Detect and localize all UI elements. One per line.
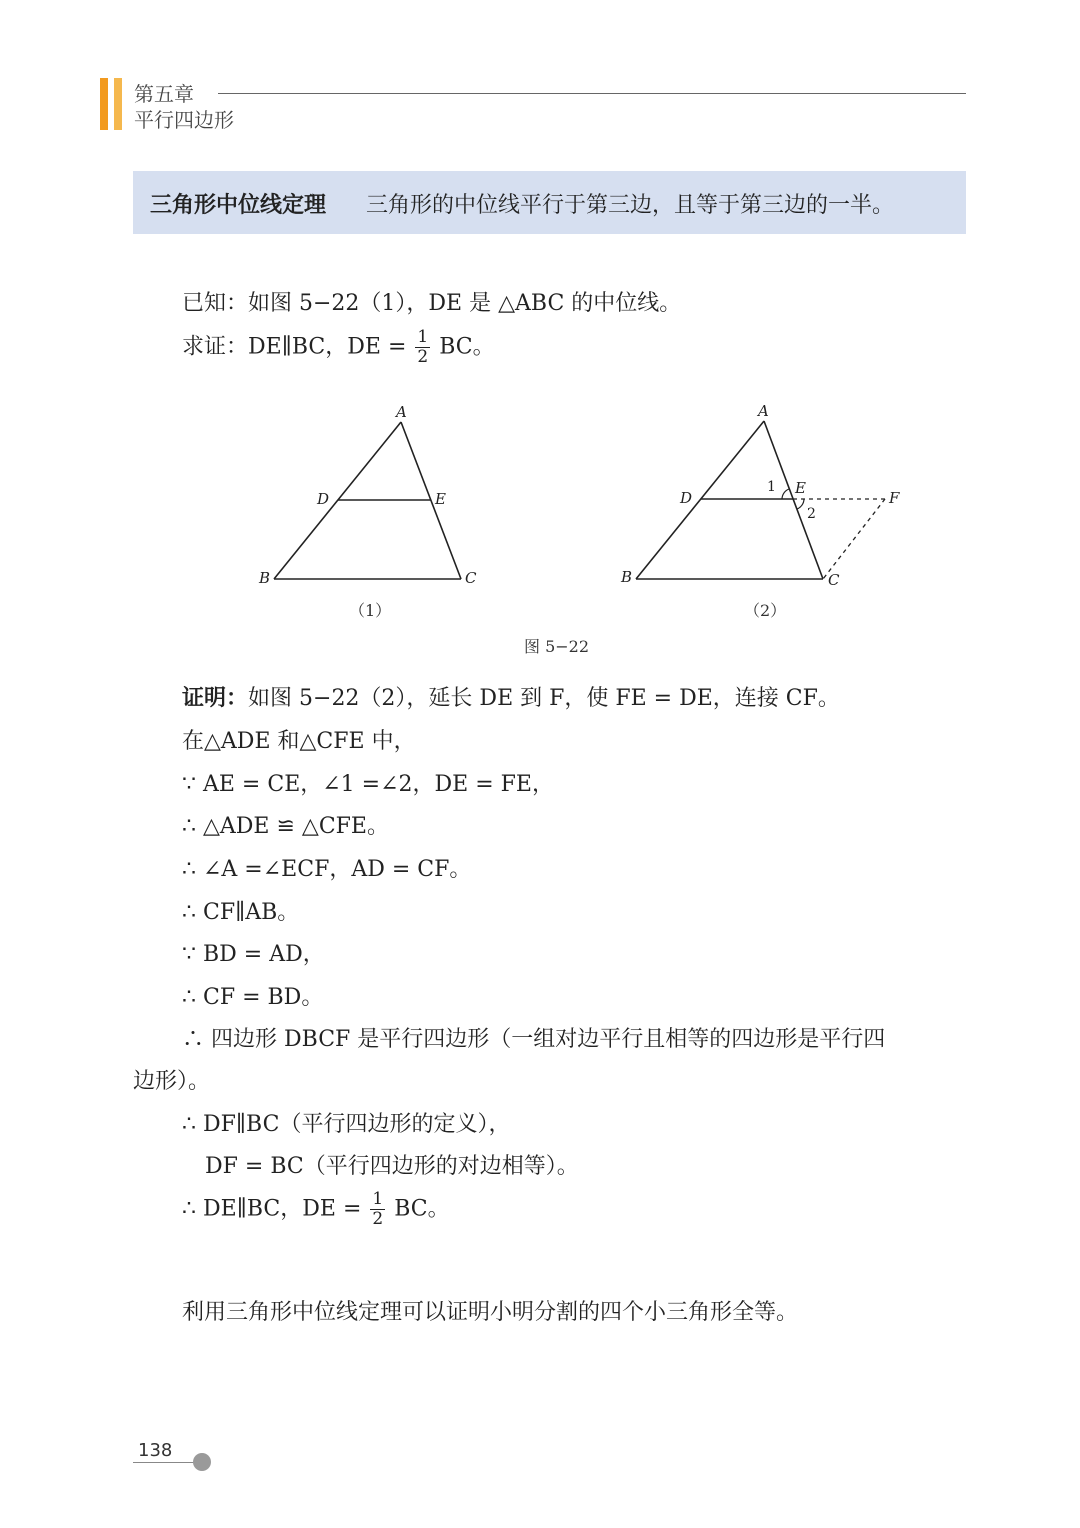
- label-b-1: B: [259, 569, 271, 587]
- proof-line-12: DF = BC（平行四边形的对边相等）。: [205, 1154, 579, 1179]
- page-number-dot: [193, 1453, 211, 1471]
- label-a-2: A: [758, 402, 769, 420]
- proof-line-6: ∴ CF∥AB。: [182, 900, 300, 925]
- fraction-numerator: 1: [417, 327, 429, 347]
- proof-line-9: ∴ 四边形 DBCF 是平行四边形（一组对边平行且相等的四边形是平行四: [182, 1027, 886, 1052]
- label-b-2: B: [621, 568, 633, 586]
- label-e-1: E: [435, 490, 446, 508]
- fraction-denominator: 2: [417, 347, 429, 367]
- label-c-1: C: [465, 569, 477, 587]
- triangle-figure-2: [620, 402, 900, 589]
- proof-line-2: 在△ADE 和△CFE 中，: [182, 729, 416, 754]
- proof-line-1-text: 如图 5−22（2），延长 DE 到 F，使 FE = DE，连接 CF。: [248, 686, 840, 711]
- prove-prefix: 求证：DE∥BC，DE =: [182, 334, 407, 360]
- angle-1-label: 1: [767, 479, 776, 495]
- proof-line-5: ∴ ∠A =∠ECF，AD = CF。: [182, 857, 472, 882]
- theorem-text: 三角形的中位线平行于第三边，且等于第三边的一半。: [366, 193, 895, 218]
- triangle-figure-1: [258, 403, 477, 587]
- label-c-2: C: [828, 571, 840, 589]
- proof-line-3: ∵ AE = CE，∠1 =∠2，DE = FE，: [182, 772, 554, 797]
- chapter-number: 第五章: [134, 82, 194, 106]
- proof-fraction-denominator: 2: [372, 1209, 384, 1229]
- proof-line-13: [182, 1190, 450, 1229]
- label-d-1: D: [317, 490, 330, 508]
- proof-line-4: ∴ △ADE ≌ △CFE。: [182, 814, 389, 839]
- prove-suffix: BC。: [439, 334, 495, 360]
- proof-fraction-numerator: 1: [372, 1189, 384, 1209]
- figure-caption: 图 5−22: [524, 637, 590, 656]
- page-number-rule: [133, 1462, 195, 1463]
- theorem-name: 三角形中位线定理: [150, 193, 327, 218]
- proof-line-11: ∴ DF∥BC（平行四边形的定义），: [182, 1112, 511, 1137]
- figure-sub-caption-1: （1）: [349, 601, 392, 620]
- proof-line-13-prefix: ∴ DE∥BC，DE =: [182, 1196, 362, 1222]
- proof-label: 证明：: [182, 686, 249, 711]
- page-number: 138: [138, 1440, 173, 1461]
- closing-remark: 利用三角形中位线定理可以证明小明分割的四个小三角形全等。: [182, 1300, 799, 1325]
- proof-line-13-suffix: BC。: [394, 1196, 450, 1222]
- chapter-title: 平行四边形: [134, 108, 234, 132]
- figure-5-22: [0, 0, 1080, 680]
- angle-2-label: 2: [807, 506, 816, 522]
- proof-line-7: ∵ BD = AD，: [182, 942, 325, 967]
- given-statement: 已知：如图 5−22（1），DE 是 △ABC 的中位线。: [182, 291, 682, 316]
- label-f-2: F: [889, 489, 900, 507]
- label-d-2: D: [680, 489, 693, 507]
- label-a-1: A: [396, 403, 407, 421]
- label-e-2: E: [795, 479, 806, 497]
- proof-fraction-half: [370, 1190, 385, 1229]
- proof-line-10: 边形）。: [133, 1069, 211, 1094]
- proof-line-1: [182, 681, 840, 712]
- proof-line-8: ∴ CF = BD。: [182, 985, 324, 1010]
- figure-sub-caption-2: （2）: [744, 601, 787, 620]
